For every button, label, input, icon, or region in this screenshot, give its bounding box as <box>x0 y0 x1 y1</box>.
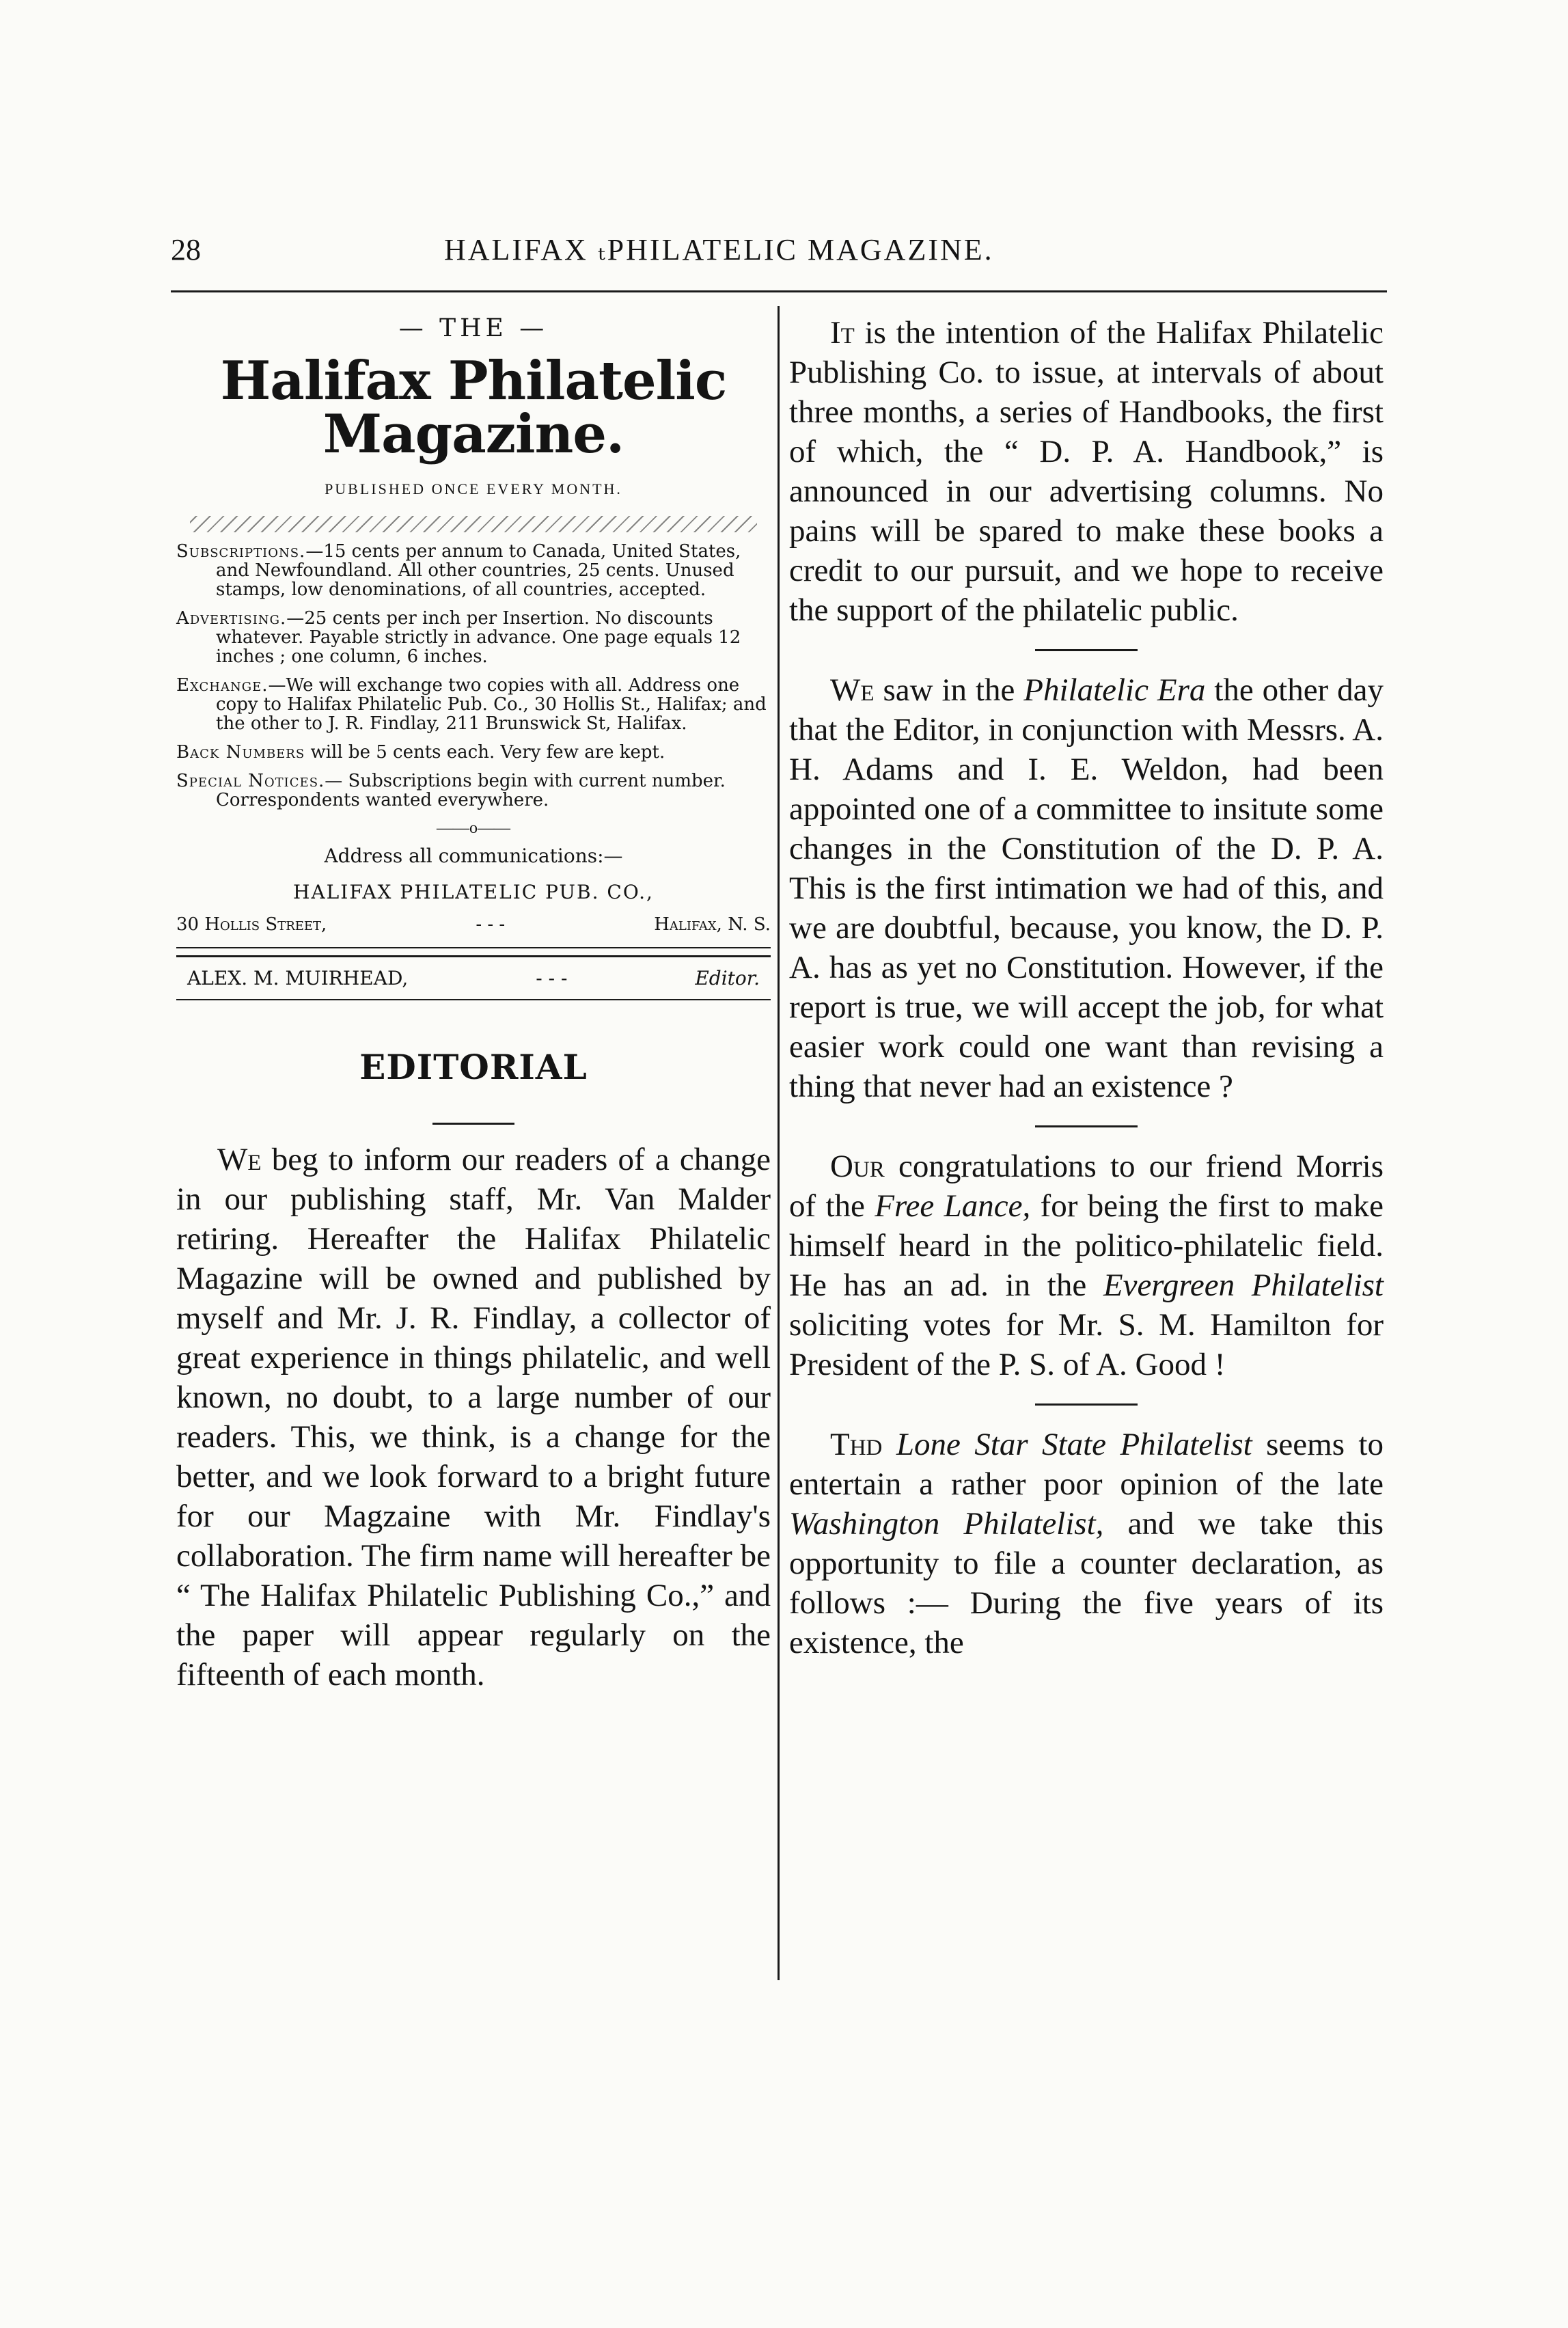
small-divider: ——o—— <box>437 819 510 837</box>
exchange-notice: Exchange.—We will exchange two copies with all. Address one copy to Halifax Philatelic Pub. Co., 30 Hollis St., Halifax; and the other to J. R. Findlay, 211 Brunswick St, Halifax. <box>176 675 767 734</box>
editor-name: ALEX. M. MUIRHEAD, <box>187 967 409 989</box>
editor-dashes: - - - <box>536 967 568 989</box>
editorial-rule <box>432 1123 514 1125</box>
handbooks-paragraph: It is the intention of the Halifax Philatelic Publishing Co. to issue, at intervals of about three months, a series of Handbooks, the first of which, the “ D. P. A. Handbook,” is announced in our advertising columns. No pains will be spared to make these books a credit to our pursuit, and we hope to receive the support of the philatelic public. <box>789 315 1384 628</box>
right-column <box>789 313 1384 1662</box>
info-block <box>176 542 771 810</box>
editor-title: Editor. <box>695 967 760 989</box>
advertising-notice: Advertising.—25 cents per inch per Insertion. No discounts whatever. Payable strictly in advance. One page equals 12 inches ; one column, 6 inches. <box>176 608 741 667</box>
back-numbers-notice: Back Numbers will be 5 cents each. Very few are kept. <box>176 742 665 763</box>
morris-paragraph: Our congratulations to our friend Morris of the Free Lance, for being the first to make himself heard in the politico-philatelic field. He has an ad. in the Evergreen Philatelist soliciting votes for Mr. S. M. Hamilton for President of the P. S. of A. Good ! <box>789 1149 1384 1382</box>
masthead-title: Halifax Philatelic Magazine. <box>220 350 727 465</box>
subscriptions-notice: Subscriptions.—15 cents per annum to Canada, United States, and Newfoundland. All other countries, 25 cents. Unused stamps, low denominations, of all countries, accepted. <box>176 541 741 600</box>
special-notices: Special Notices.— Subscriptions begin with current number. Correspondents wanted everywhere. <box>176 771 726 810</box>
header-rule <box>171 290 1387 292</box>
editorial-paragraph: We beg to inform our readers of a change in our publishing staff, Mr. Van Malder retiring. Hereafter the Halifax Philatelic Magazine will be owned and published by myself and Mr. J. R. Findlay, a collector of great experience in things philatelic, and well known, no doubt, to a large number of our readers. This, we think, is a change for the better, and we look forward to a bright future for our Magzaine with Mr. Findlay's collaboration. The firm name will hereafter be “ The Halifax Philatelic Publishing Co.,” and the paper will appear regularly on the fifteenth of each month. <box>176 1142 771 1693</box>
editor-rule-top <box>176 955 771 957</box>
masthead-the: — THE — <box>398 314 549 342</box>
editor-rule-bottom <box>176 999 771 1000</box>
editorial-body <box>176 1140 771 1695</box>
running-title: HALIFAX ₜPHILATELIC MAGAZINE. <box>444 233 994 266</box>
city: Halifax, N. S. <box>654 914 771 935</box>
dpa-paragraph: We saw in the Philatelic Era the other day that the Editor, in conjunction with Messrs. A. H. Adams and I. E. Weldon, had been appointed one of a committee to insitute some changes in the Constitution of the D. P. A. This is the first intimation we had of this, and we are doubtful, because, you know, the D. P. A. has as yet no Constitution. However, if the report is true, we will accept the job, for what easier work could one want than revising a thing that never had an existence ? <box>789 672 1384 1104</box>
lone-star-paragraph: Thd Lone Star State Philatelist seems to entertain a rather poor opinion of the late Washington Philatelist, and we take this opportunity to file a counter declaration, as follows :— During the five years of its existence, the <box>789 1427 1384 1660</box>
page-header <box>171 232 1373 280</box>
wavy-rule-bottom <box>176 947 771 948</box>
company-name: HALIFAX PHILATELIC PUB. CO., <box>293 881 654 903</box>
street-dashes: - - - <box>476 914 506 935</box>
editor-row <box>176 967 771 989</box>
address-all: Address all communications:— <box>324 845 623 867</box>
wavy-divider <box>190 516 757 532</box>
street-row <box>176 914 771 935</box>
masthead-published: PUBLISHED ONCE EVERY MONTH. <box>325 480 622 497</box>
column-divider <box>778 306 780 1980</box>
page-number: 28 <box>171 233 201 266</box>
editorial-heading: EDITORIAL <box>359 1047 588 1087</box>
left-column <box>176 314 771 1695</box>
street-address: 30 Hollis Street, <box>176 914 327 935</box>
